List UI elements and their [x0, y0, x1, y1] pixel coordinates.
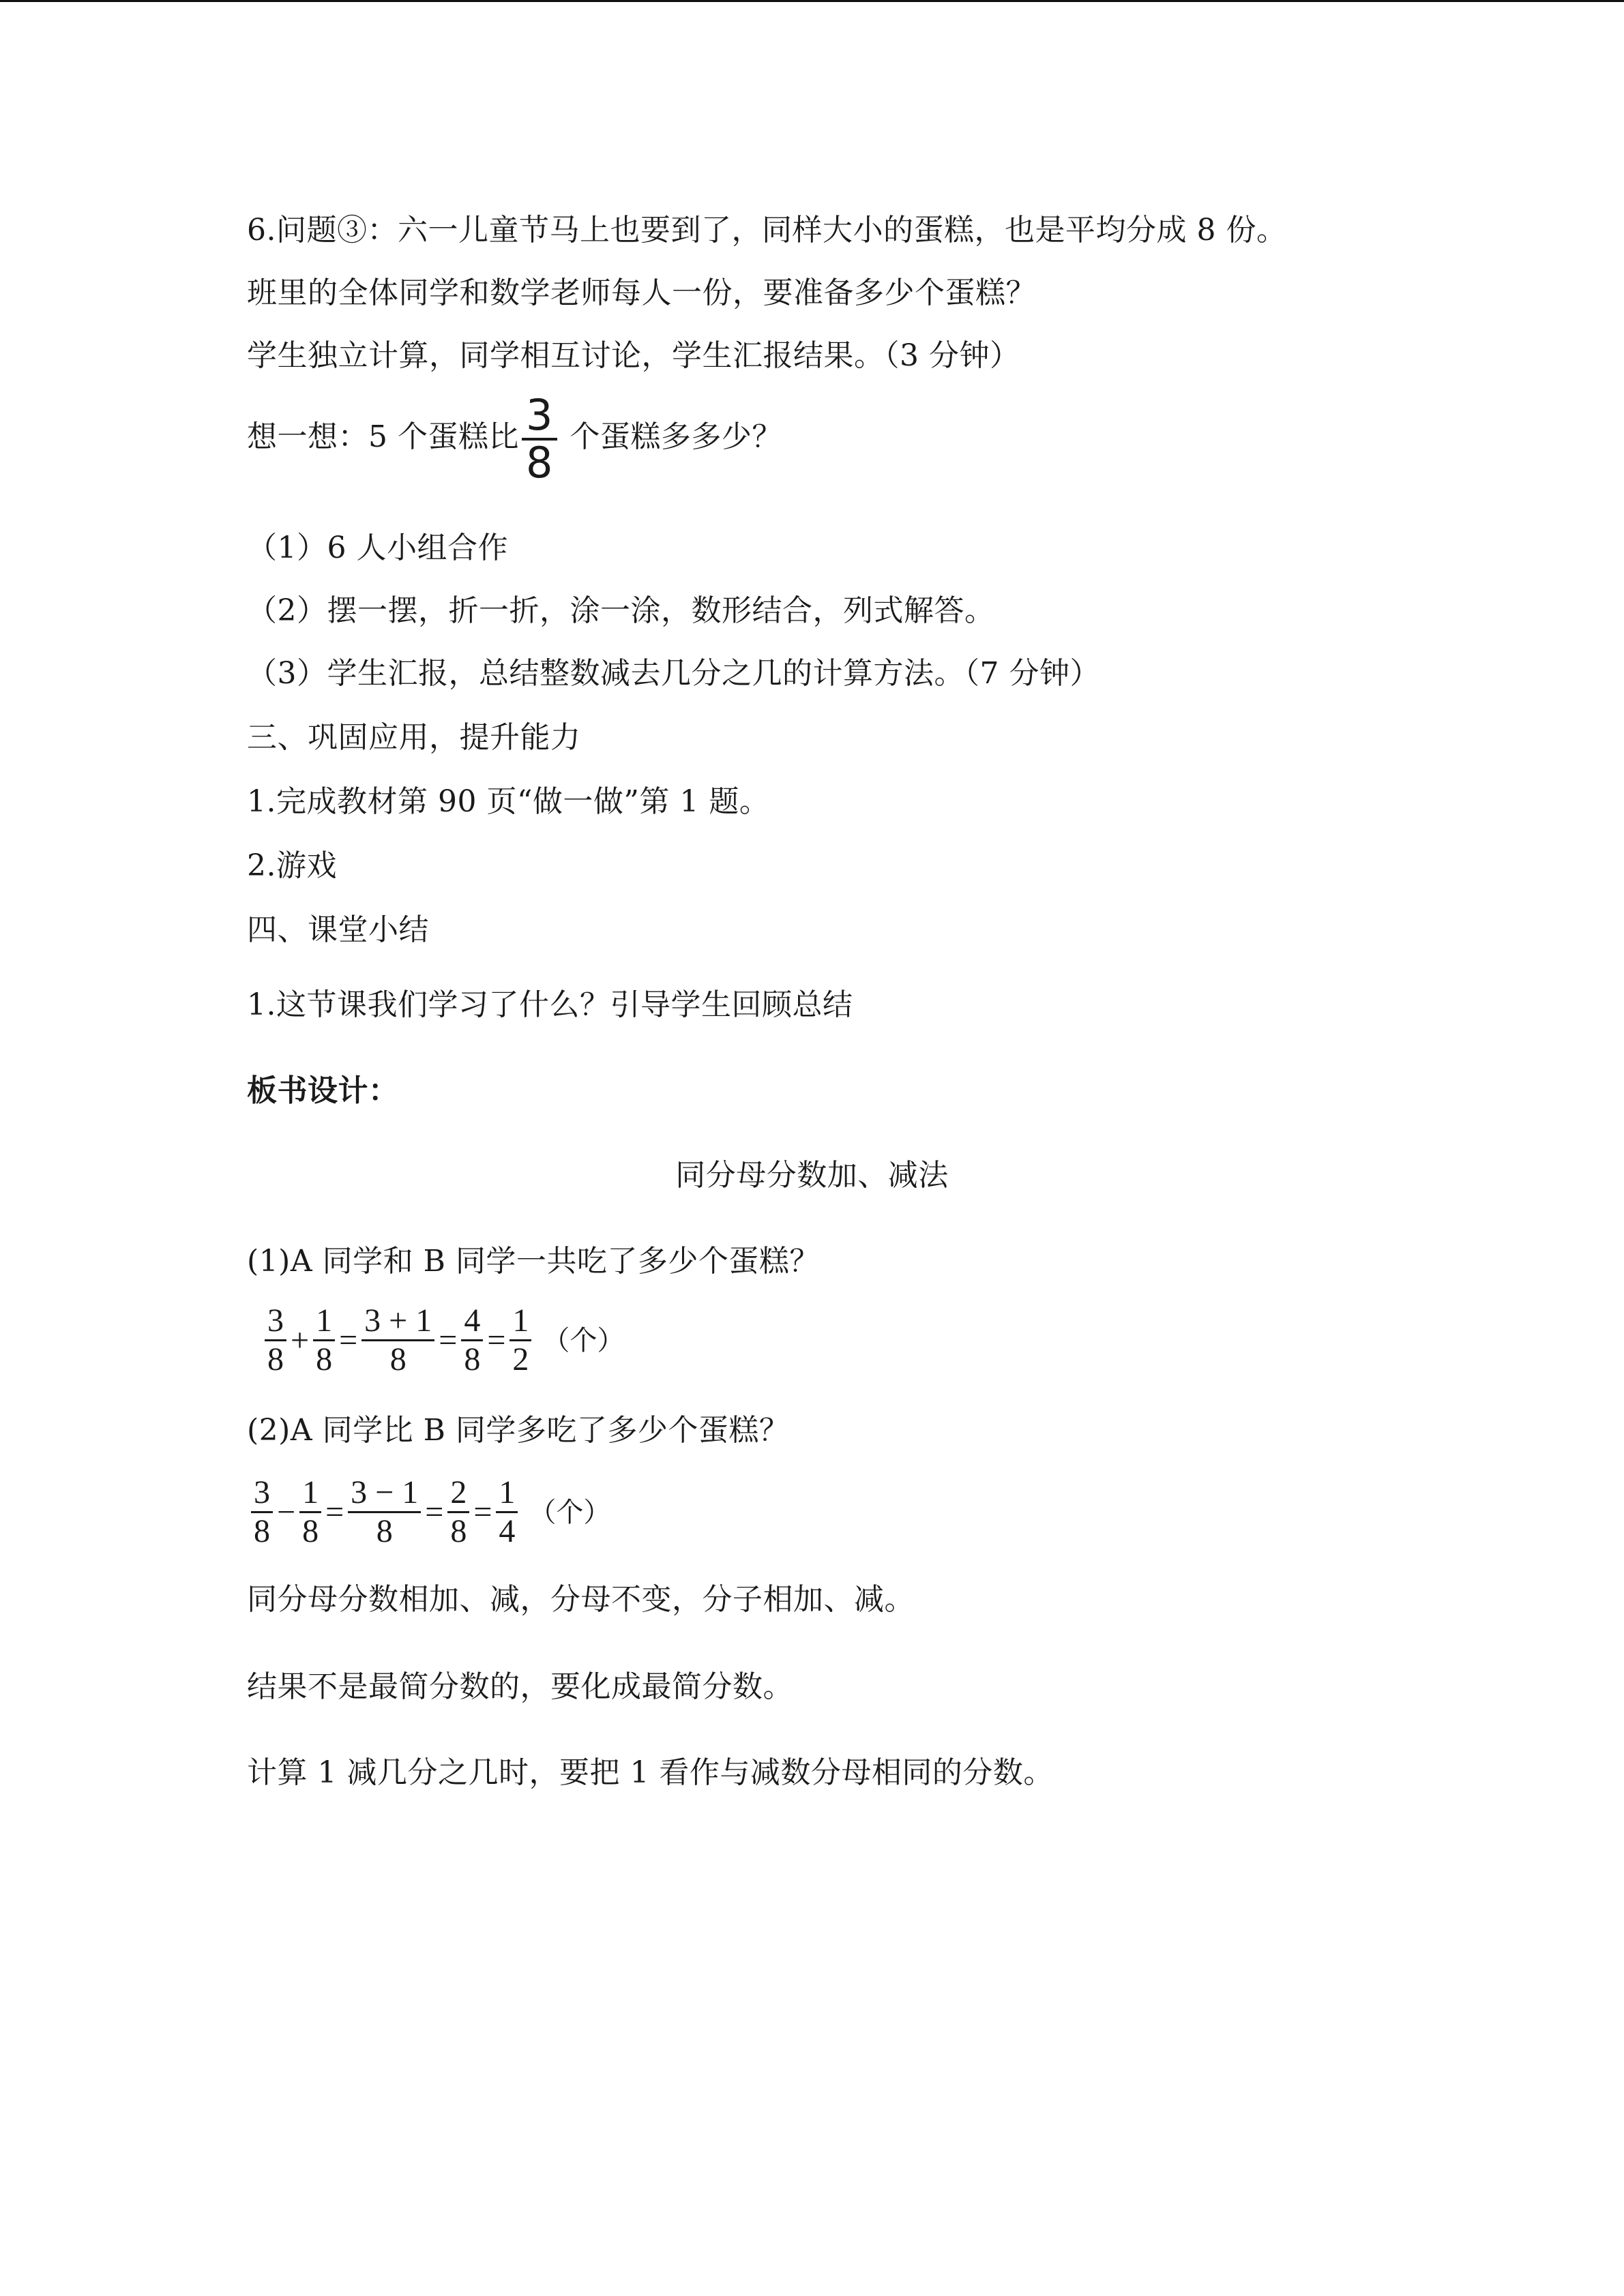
- item-1-line: 1.完成教材第 90 页“做一做”第 1 题。: [247, 784, 770, 819]
- minus-sign: −: [277, 1493, 296, 1530]
- step-3-line: （3）学生汇报，总结整数减去几分之几的计算方法。（7 分钟）: [247, 656, 1100, 691]
- eq-b-f2-numerator: 1: [299, 1474, 321, 1513]
- equation-addition: [263, 1302, 624, 1378]
- eq-b-fraction-2: [299, 1474, 321, 1550]
- unit-label: （个）: [542, 1324, 625, 1356]
- step-1-line: （1）6 人小组合作: [247, 531, 508, 565]
- rule-3-line: 计算 1 减几分之几时，要把 1 看作与减数分母相同的分数。: [247, 1755, 1054, 1790]
- eq-a-f4-denominator: 8: [464, 1341, 481, 1377]
- eq-b-fraction-1: [251, 1474, 273, 1550]
- item-2-line: 2.游戏: [247, 848, 337, 883]
- eq-a-fraction-2: [313, 1302, 335, 1378]
- question-b-line: (2)A 同学比 B 同学多吃了多少个蛋糕？: [247, 1413, 790, 1448]
- eq-a-f1-numerator: 3: [265, 1302, 286, 1341]
- eq-a-fraction-4: [461, 1302, 483, 1378]
- section-4-heading: 四、课堂小结: [247, 912, 429, 947]
- problem-6-continuation: 班里的全体同学和数学老师每人一份，要准备多少个蛋糕？: [247, 275, 1036, 310]
- eq-a-fraction-1: [265, 1302, 286, 1378]
- question-a-line: (1)A 同学和 B 同学一共吃了多少个蛋糕？: [247, 1244, 820, 1279]
- eq-a-f5-numerator: 1: [510, 1302, 531, 1341]
- eq-b-fraction-4: [447, 1474, 469, 1550]
- page-top-border: [0, 0, 1624, 2]
- eq-b-f3-denominator: 8: [376, 1513, 393, 1549]
- eq-a-f4-numerator: 4: [461, 1302, 483, 1341]
- problem-6-line: 6.问题③：六一儿童节马上也要到了，同样大小的蛋糕，也是平均分成 8 份。: [247, 213, 1287, 248]
- eq-a-fraction-5: [510, 1302, 531, 1378]
- plus-sign: +: [291, 1322, 310, 1358]
- independent-calc-line: 学生独立计算，同学相互讨论，学生汇报结果。（3 分钟）: [247, 338, 1020, 373]
- eq-b-f4-denominator: 8: [450, 1513, 467, 1549]
- fraction-denominator: 8: [525, 437, 553, 488]
- eq-a-f2-denominator: 8: [316, 1341, 333, 1377]
- eq-b-f1-numerator: 3: [251, 1474, 273, 1513]
- eq-a-fraction-3: [361, 1302, 434, 1378]
- fraction-numerator: 3: [522, 393, 557, 441]
- eq-b-fraction-3: [348, 1474, 421, 1550]
- summary-1-line: 1.这节课我们学习了什么？引导学生回顾总结: [247, 987, 853, 1022]
- section-3-heading: 三、巩固应用，提升能力: [247, 720, 581, 755]
- equals-sign: =: [325, 1493, 344, 1530]
- unit-label: （个）: [529, 1496, 611, 1528]
- equation-subtraction: [250, 1474, 610, 1550]
- rule-1-line: 同分母分数相加、减，分母不变，分子相加、减。: [247, 1582, 915, 1617]
- fraction-three-eighths: [522, 389, 557, 488]
- eq-b-f4-numerator: 2: [447, 1474, 469, 1513]
- eq-b-f3-numerator: 3 − 1: [348, 1474, 421, 1513]
- eq-a-f1-denominator: 8: [267, 1341, 284, 1377]
- eq-b-fraction-5: [496, 1474, 518, 1550]
- rule-2-line: 结果不是最简分数的，要化成最简分数。: [247, 1669, 793, 1704]
- think-line: [247, 386, 782, 488]
- step-2-line: （2）摆一摆，折一折，涂一涂，数形结合，列式解答。: [247, 593, 995, 628]
- eq-a-f3-numerator: 3 + 1: [361, 1302, 434, 1341]
- eq-b-f5-denominator: 4: [499, 1513, 516, 1549]
- think-suffix: 个蛋糕多多少？: [559, 419, 782, 454]
- equals-sign: =: [487, 1322, 506, 1358]
- board-title: 同分母分数加、减法: [675, 1158, 949, 1193]
- eq-b-f1-denominator: 8: [254, 1513, 270, 1549]
- eq-a-f2-numerator: 1: [313, 1302, 335, 1341]
- board-design-heading: 板书设计：: [247, 1073, 399, 1108]
- eq-a-f5-denominator: 2: [512, 1341, 529, 1377]
- equals-sign: =: [425, 1493, 444, 1530]
- eq-b-f5-numerator: 1: [496, 1474, 518, 1513]
- equals-sign: =: [473, 1493, 492, 1530]
- equals-sign: =: [439, 1322, 458, 1358]
- eq-a-f3-denominator: 8: [389, 1341, 407, 1377]
- equals-sign: =: [339, 1322, 358, 1358]
- think-prefix: 想一想：5 个蛋糕比: [247, 419, 519, 454]
- eq-b-f2-denominator: 8: [302, 1513, 319, 1549]
